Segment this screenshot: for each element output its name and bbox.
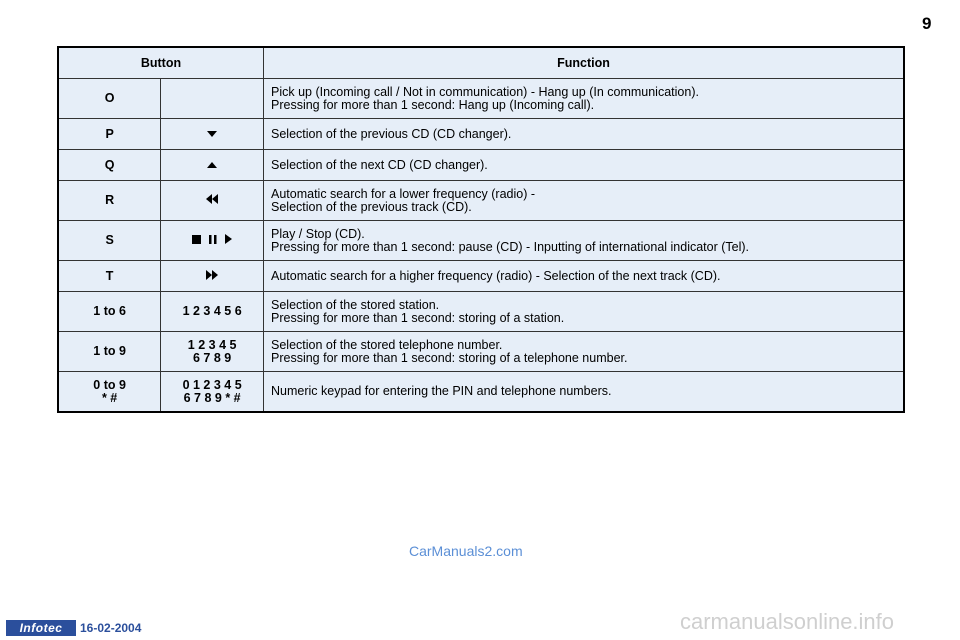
table-row [58, 181, 904, 221]
row-button-symbol [161, 261, 264, 292]
row-function [264, 150, 905, 181]
infotec-logo: Infotec [6, 620, 76, 636]
pause-icon [209, 234, 217, 247]
rewind-icon [206, 194, 218, 207]
table-row [58, 221, 904, 261]
arrow-down-icon [207, 128, 217, 141]
table-row [58, 119, 904, 150]
function-line: Numeric keypad for entering the PIN and telephone numbers. [271, 384, 612, 398]
row-button-label: 1 to 9 [58, 332, 161, 372]
function-line: Play / Stop (CD). [271, 226, 365, 241]
button-function-table [57, 46, 905, 413]
arrow-up-icon [207, 159, 217, 172]
row-button-label: 0 to 9 * # [58, 372, 161, 413]
header-function: Function [264, 47, 905, 79]
function-line: Pick up (Incoming call / Not in communication) - Hang up (In communication). [271, 84, 699, 99]
row-button-label: R [58, 181, 161, 221]
watermark-link[interactable]: CarManuals2.com [409, 543, 523, 559]
function-line: Selection of the previous CD (CD changer). [271, 126, 512, 141]
function-line: Selection of the stored station. [271, 297, 440, 312]
row-function [264, 292, 905, 332]
row-function [264, 261, 905, 292]
table-row [58, 292, 904, 332]
footer-site-watermark: carmanualsonline.info [680, 609, 895, 634]
function-line: Automatic search for a higher frequency (radio) - Selection of the next track (CD). [271, 268, 721, 283]
row-button-symbol: 0 1 2 3 4 5 6 7 8 9 * # [161, 372, 264, 413]
row-button-label: P [58, 119, 161, 150]
function-line: Selection of the previous track (CD). [271, 199, 472, 214]
play-icon [225, 234, 232, 247]
row-function [264, 372, 905, 413]
stop-icon [192, 234, 201, 247]
row-button-label: Q [58, 150, 161, 181]
row-function [264, 181, 905, 221]
row-function [264, 79, 905, 119]
row-button-label: 1 to 6 [58, 292, 161, 332]
function-line: Pressing for more than 1 second: pause (CD) - Inputting of international indicator (Tel). [271, 239, 750, 254]
table-row [58, 150, 904, 181]
row-button-symbol [161, 150, 264, 181]
row-button-symbol [161, 119, 264, 150]
row-button-symbol [161, 181, 264, 221]
row-button-symbol [161, 79, 264, 119]
row-button-label: T [58, 261, 161, 292]
row-button-symbol: 1 2 3 4 5 6 7 8 9 [161, 332, 264, 372]
table-row [58, 372, 904, 413]
row-button-label: S [58, 221, 161, 261]
table-row [58, 79, 904, 119]
function-line: Pressing for more than 1 second: storing of a station. [271, 310, 565, 325]
row-function [264, 221, 905, 261]
function-line: Automatic search for a lower frequency (radio) - [271, 186, 535, 201]
row-button-label: O [58, 79, 161, 119]
function-line: Selection of the next CD (CD changer). [271, 157, 488, 172]
header-button: Button [58, 47, 264, 79]
row-function [264, 119, 905, 150]
page-number: 9 [922, 14, 932, 33]
function-line: Pressing for more than 1 second: Hang up (Incoming call). [271, 97, 595, 112]
table-row [58, 332, 904, 372]
table-row [58, 261, 904, 292]
function-line: Pressing for more than 1 second: storing of a telephone number. [271, 350, 628, 365]
fast-forward-icon [206, 270, 218, 283]
table-header-row [58, 47, 904, 79]
footer-date: 16-02-2004 [80, 621, 142, 635]
row-button-symbol: 1 2 3 4 5 6 [161, 292, 264, 332]
row-function [264, 332, 905, 372]
function-line: Selection of the stored telephone number. [271, 337, 503, 352]
row-button-symbol [161, 221, 264, 261]
